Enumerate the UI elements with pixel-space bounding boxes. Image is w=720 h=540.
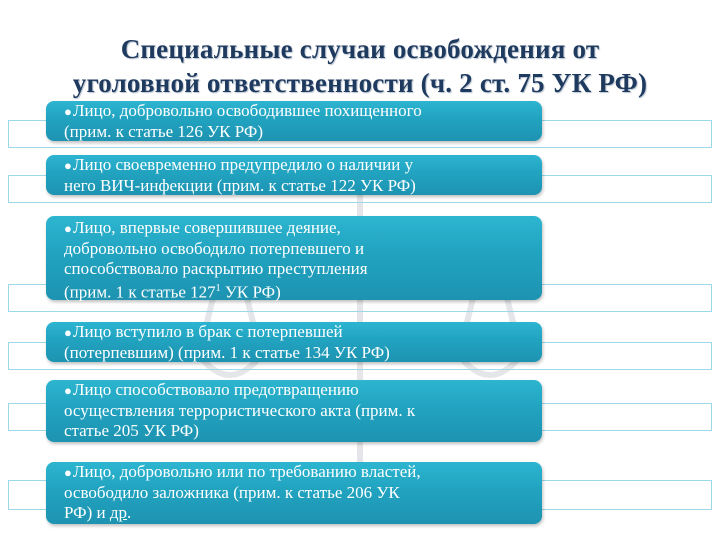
- item-text: освободило заложника (прим. к статье 206 УК: [64, 483, 400, 502]
- item-text: Лицо, впервые совершившее деяние,: [73, 218, 341, 237]
- page-title-line-1: Специальные случаи освобождения от: [120, 34, 600, 64]
- item-text: Лицо своевременно предупредило о наличии у: [73, 155, 414, 174]
- item-text: (прим. 1 к статье 127: [64, 282, 216, 302]
- list-item: [46, 216, 542, 300]
- item-text: .: [127, 503, 132, 522]
- item-text: статье 205 УК РФ): [64, 421, 199, 440]
- item-text: Лицо вступило в брак с потерпевшей: [73, 322, 343, 341]
- item-text: Лицо, добровольно или по требованию властей,: [73, 462, 421, 481]
- list-item: [46, 101, 542, 141]
- list-item: [46, 462, 542, 524]
- more-link[interactable]: др: [109, 503, 128, 522]
- item-text: Лицо, добровольно освободившее похищенного: [73, 101, 422, 120]
- item-text: Лицо способствовало предотвращению: [73, 380, 359, 399]
- bullet-icon: ●: [64, 383, 72, 398]
- page-title: [0, 32, 720, 100]
- list-item: [46, 155, 542, 195]
- bullet-icon: ●: [64, 465, 72, 480]
- bullet-icon: ●: [64, 158, 72, 173]
- item-text: (прим. к статье 126 УК РФ): [64, 122, 264, 141]
- item-text: РФ) и: [64, 503, 110, 522]
- list-item: [46, 380, 542, 442]
- bullet-icon: ●: [64, 221, 72, 236]
- item-text: способствовало раскрытию преступления: [64, 259, 368, 278]
- list-item: [46, 322, 542, 362]
- bullet-icon: ●: [64, 325, 72, 340]
- page-title-line-2: уголовной ответственности (ч. 2 ст. 75 УК РФ): [72, 68, 648, 98]
- item-text: осуществления террористического акта (прим. к: [64, 401, 416, 420]
- item-text: добровольно освободило потерпевшего и: [64, 239, 365, 258]
- item-text: УК РФ): [220, 282, 281, 302]
- bullet-icon: ●: [64, 104, 72, 119]
- item-text: него ВИЧ-инфекции (прим. к статье 122 УК РФ): [64, 176, 416, 195]
- item-text: (потерпевшим) (прим. 1 к статье 134 УК РФ): [64, 343, 390, 362]
- superscript: 1: [215, 283, 221, 294]
